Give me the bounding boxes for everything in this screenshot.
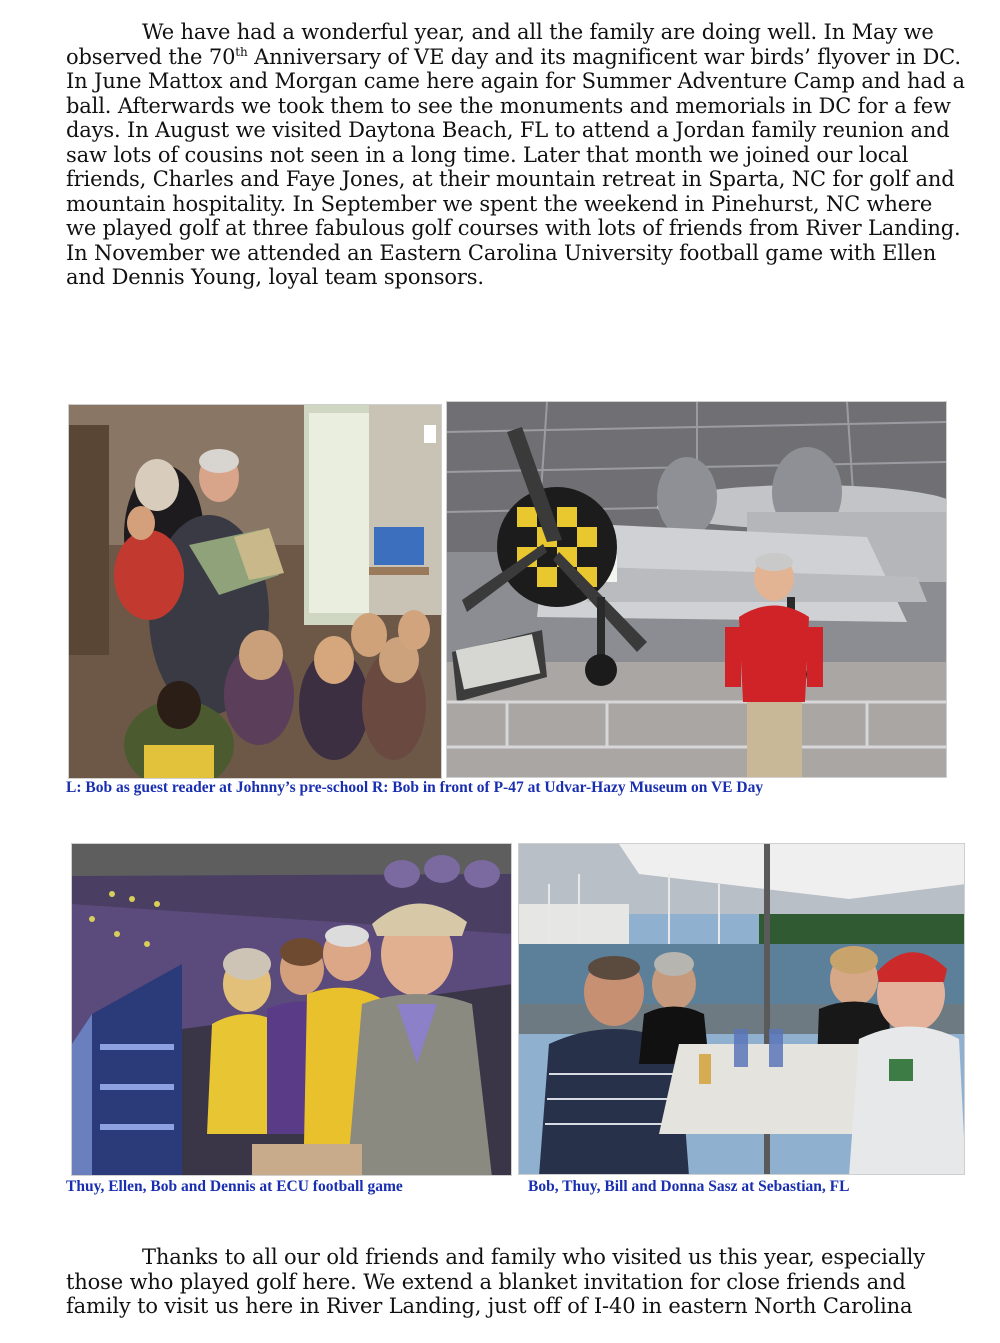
- caption-bottom-right: Bob, Thuy, Bill and Donna Sasz at Sebastian, FL: [528, 1178, 850, 1195]
- museum-photo-graphic: [447, 402, 947, 778]
- photo-sebastian-fl: [518, 843, 965, 1175]
- intro-paragraph: [66, 20, 966, 290]
- ordinal-suffix: th: [235, 44, 248, 59]
- photo-preschool-reading: [68, 404, 442, 779]
- caption-top-photos: L: Bob as guest reader at Johnny’s pre-school R: Bob in front of P-47 at Udvar-Hazy Museum on VE Day: [66, 779, 764, 796]
- photo-ecu-football: [71, 843, 512, 1176]
- intro-text-start: We have had a wonderful year, and all the family are doing well. In May we observed the 70: [66, 20, 934, 69]
- caption-bottom-left: Thuy, Ellen, Bob and Dennis at ECU football game: [66, 1178, 403, 1195]
- stadium-photo-graphic: [72, 844, 512, 1176]
- intro-text-rest: Anniversary of VE day and its magnificent war birds’ flyover in DC. In June Mattox and Morgan came here again for Summer Adventure Camp and had a ball. Afterwards we took them to see the monuments and memorials in DC for a few days. In August we visited Daytona Beach, FL to attend a Jordan family reunion and saw lots of cousins not seen in a long time. Later that month we joined our local friends, Charles and Faye Jones, at their mountain retreat in Sparta, NC for golf and mountain hospitality. In September we spent the weekend in Pinehurst, NC where we played golf at three fabulous golf courses with lots of friends from River Landing. In November we attended an Eastern Carolina University football game with Ellen and Dennis Young, loyal team sponsors.: [66, 44, 965, 289]
- photo-p47-museum: [446, 401, 947, 778]
- preschool-photo-graphic: [69, 405, 442, 779]
- closing-paragraph: Thanks to all our old friends and family who visited us this year, especially those who played golf here. We extend a blanket invitation for close friends and family to visit us here in River Landing, just off of I-40 in eastern North Carolina: [66, 1245, 925, 1318]
- marina-photo-graphic: [519, 844, 965, 1175]
